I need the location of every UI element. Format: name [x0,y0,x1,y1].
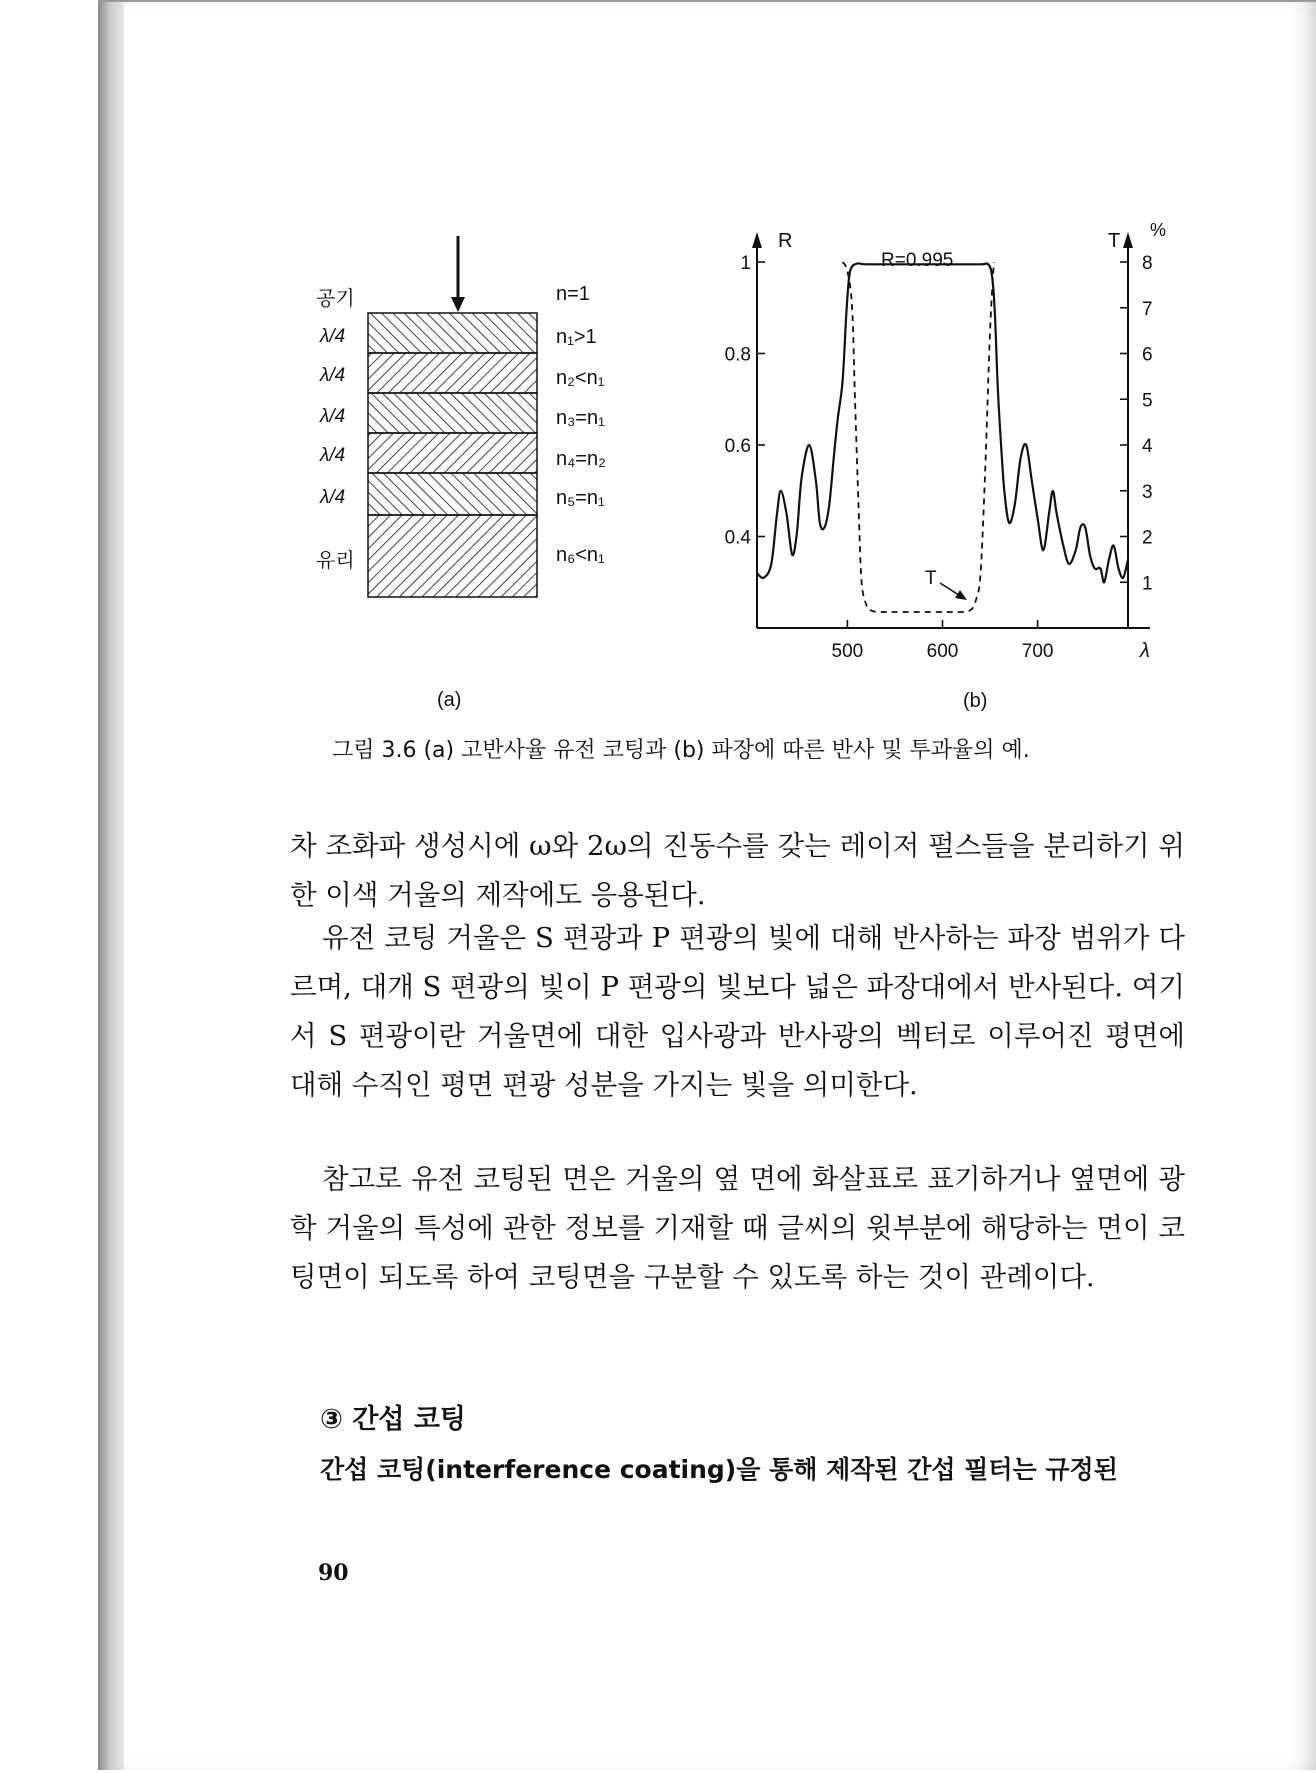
layer-2 [368,353,537,393]
index-label-5: n₅=n₁ [556,487,605,509]
x-tick-label: 500 [831,641,864,662]
panel-a-label: (a) [437,689,462,711]
y-left-tick-label: 0.4 [724,527,751,549]
left-axis-arrow [752,232,762,248]
layer-label-1: λ/4 [320,326,346,347]
layer-label-3: λ/4 [320,406,346,427]
figure-3-6 [0,0,1316,780]
y-right-tick-label: 5 [1142,390,1153,412]
t-series-label: T [925,568,937,589]
y-left-tick-label: 0.6 [724,436,751,457]
layer-label-5: λ/4 [320,487,346,508]
y-right-tick-label: 4 [1142,436,1153,457]
layer-1 [368,313,537,353]
panel-b-label: (b) [963,690,988,712]
layer-4 [368,433,537,473]
index-label-4: n₄=n₂ [556,448,606,470]
section-intro: 간섭 코팅(interference coating)을 통해 제작된 간섭 필터는 규정된 [320,1455,1118,1484]
y-left-tick-label: 1 [740,253,751,274]
y-right-tick-label: 7 [1142,298,1153,320]
paragraph-1: 차 조화파 생성시에 ω와 2ω의 진동수를 갖는 레이저 펄스들을 분리하기 위한 이색 거울의 제작에도 응용된다. [290,830,1185,911]
paragraph-3: 참고로 유전 코팅된 면은 거울의 옆 면에 화살표로 표기하거나 옆면에 광학 거울의 특성에 관한 정보를 기재할 때 글씨의 윗부분에 해당하는 면이 코팅면이 되도록 하여 코팅면을 구분할 수 있도록 하는 것이 관례이다. [290,1163,1185,1293]
transmission-curve [843,262,994,612]
y-left-label: R [778,230,793,252]
y-right-tick-label: 1 [1142,573,1153,595]
y-right-tick-label: 3 [1142,481,1153,503]
glass-substrate [368,515,537,597]
layer-label-glass: 유리 [316,548,355,572]
page-number: 90 [318,1560,349,1586]
coating-stack-diagram [316,236,606,711]
layer-3 [368,393,537,433]
index-label-3: n₃=n₁ [556,407,605,429]
y-right-tick-label: 8 [1142,253,1153,274]
section-heading: ③ 간섭 코팅 [320,1404,466,1435]
y-right-label: T [1108,230,1121,252]
index-label-glass: n₆<n₁ [556,544,605,566]
paragraph-2: 유전 코팅 거울은 S 편광과 P 편광의 빛에 대해 반사하는 파장 범위가 다르며, 대개 S 편광의 빛이 P 편광의 빛보다 넓은 파장대에서 반사된다. 여기서 S 편광이란 거울면에 대한 입사광과 반사광의 벡터로 이루어진 평면에 대해 수직인 평면 편광 성분을 가지는 빛을 의미한다. [290,922,1185,1101]
x-tick-label: 600 [926,641,959,662]
x-tick-label: 700 [1021,641,1054,662]
layer-5 [368,473,537,515]
y-right-tick-label: 6 [1142,344,1153,366]
layer-label-2: λ/4 [320,365,346,386]
t-pointer-arrowhead [955,590,967,600]
reflectance-chart [725,220,1166,712]
index-label-1: n₁>1 [556,326,597,348]
right-axis-arrow [1123,232,1133,248]
r-annotation: R=0.995 [881,250,954,271]
right-unit-label: % [1150,220,1167,240]
incident-arrowhead [451,297,465,312]
y-right-tick-label: 2 [1142,527,1153,549]
x-axis-label: λ [1140,640,1150,662]
layer-label-air: 공기 [316,286,355,310]
index-label-air: n=1 [556,283,590,305]
layer-label-4: λ/4 [320,445,346,466]
y-left-tick-label: 0.8 [724,344,751,366]
figure-caption: 그림 3.6 (a) 고반사율 유전 코팅과 (b) 파장에 따른 반사 및 투과율의 예. [332,738,1030,763]
reflectance-curve [757,263,1128,582]
index-label-2: n₂<n₁ [556,367,605,389]
